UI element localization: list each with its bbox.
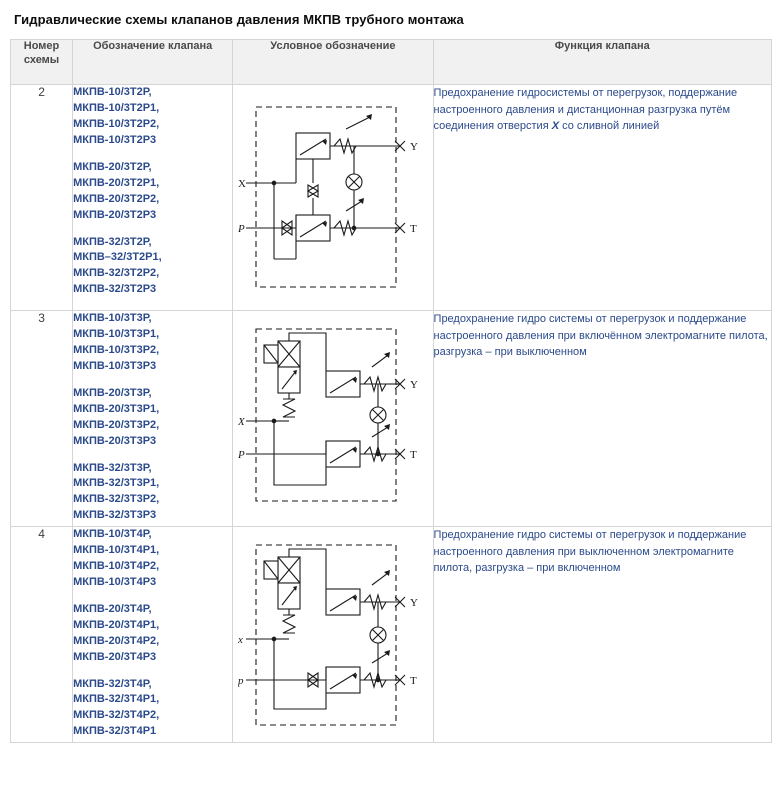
designation-group: МКПВ-32/3Т3Р, МКПВ-32/3Т3Р1, МКПВ-32/3Т3Р2, МКПВ-32/3Т3Р3 [73,461,160,522]
designation-group: МКПВ-20/3Т2Р, МКПВ-20/3Т2Р1, МКПВ-20/3Т2Р2, МКПВ-20/3Т2Р3 [73,160,160,221]
symbol-label-t: Т [409,223,417,235]
hydraulic-symbol-scheme-4 [233,527,433,743]
symbol-label-p: Р [237,223,245,235]
hydraulic-symbol-scheme-3 [233,311,433,527]
row-designations [73,311,233,527]
column-header-function: Функция клапана [433,40,771,85]
column-header-symbol: Условное обозначение [233,40,433,85]
symbol-label-y: Y [409,379,418,391]
designation-group: МКПВ-10/3Т4Р, МКПВ-10/3Т4Р1, МКПВ-10/3Т4Р2, МКПВ-10/3Т4Р3 [73,528,160,588]
symbol-label-x: х [237,634,243,646]
symbol-label-y: Y [409,141,418,153]
row-function: Предохранение гидро системы от перегрузок и поддержание настроенного давления при включённом электромагните пилота, разгрузка – при выключенном [433,311,771,527]
column-header-designation: Обозначение клапана [73,40,233,85]
symbol-label-t: Т [409,449,417,461]
row-number: 2 [11,85,73,311]
row-function: Предохранение гидро системы от перегрузок и поддержание настроенного давления при выключенном электромагните пилота, разгрузка – при включенном [433,527,771,743]
designation-group: МКПВ-20/3Т4Р, МКПВ-20/3Т4Р1, МКПВ-20/3Т4Р2, МКПВ-20/3Т4Р3 [73,602,160,663]
designation-group: МКПВ-20/3Т3Р, МКПВ-20/3Т3Р1, МКПВ-20/3Т3Р2, МКПВ-20/3Т3Р3 [73,386,160,447]
row-designations [73,527,233,743]
designation-group: МКПВ-32/3Т4Р, МКПВ-32/3Т4Р1, МКПВ-32/3Т4Р2, МКПВ-32/3Т4Р1 [73,677,160,738]
symbol-label-x: Х [237,178,246,190]
symbol-label-x: Х [237,416,245,428]
page-title: Гидравлические схемы клапанов давления МКПВ трубного монтажа [14,12,464,27]
symbol-label-p: р [237,675,244,687]
hydraulic-symbol-scheme-2 [233,85,433,311]
table-head [11,40,772,85]
designation-group: МКПВ-10/3Т2Р, МКПВ-10/3Т2Р1, МКПВ-10/3Т2Р2, МКПВ-10/3Т2Р3 [73,86,160,146]
table-row [11,527,772,743]
schemes-table [10,39,772,743]
row-function: Предохранение гидросистемы от перегрузок, поддержание настроенного давления и дистанционная разгрузка путём соединения отверстия Х со сливной линией [433,85,771,311]
table-body [11,85,772,743]
symbol-label-t: Т [409,675,417,687]
table-row [11,311,772,527]
row-designations [73,85,233,311]
row-number: 3 [11,311,73,527]
designation-group: МКПВ-10/3Т3Р, МКПВ-10/3Т3Р1, МКПВ-10/3Т3Р2, МКПВ-10/3Т3Р3 [73,312,160,372]
symbol-label-y: Y [409,597,418,609]
designation-group: МКПВ-32/3Т2Р, МКПВ–32/3Т2Р1, МКПВ-32/3Т2Р2, МКПВ-32/3Т2Р3 [73,235,162,296]
column-header-number: Номер схемы [11,40,73,85]
symbol-label-p: Р [237,449,245,461]
table-row [11,85,772,311]
row-number: 4 [11,527,73,743]
table-header-row [11,40,772,85]
